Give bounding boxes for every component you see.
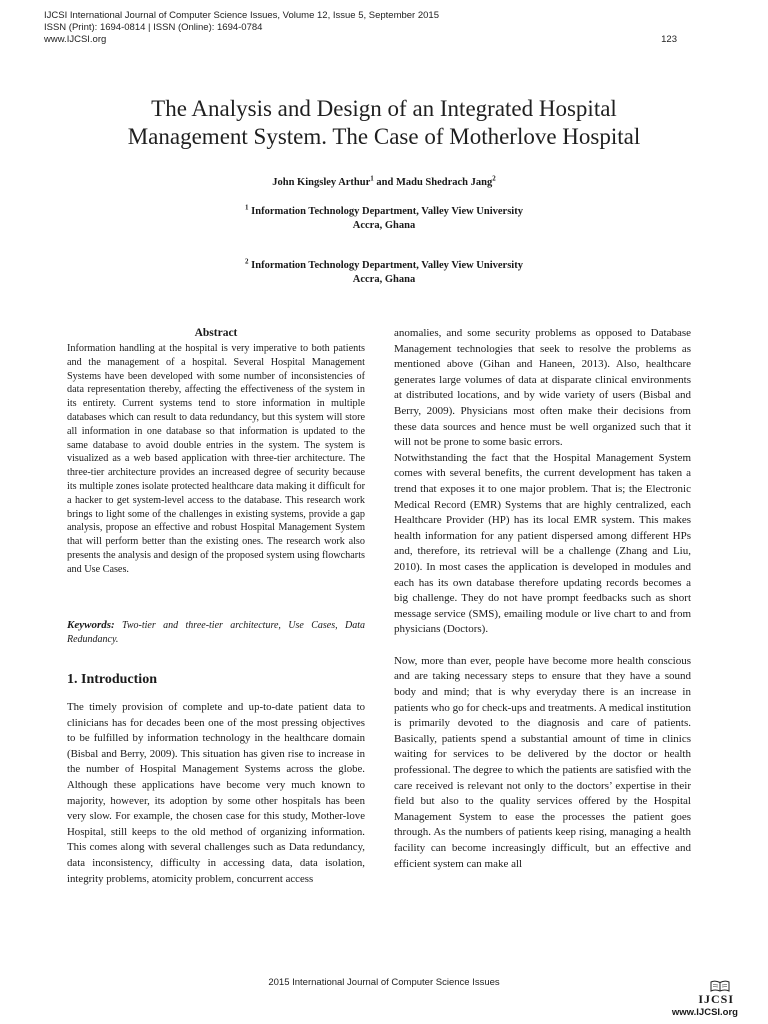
ijcsi-logo (672, 980, 738, 1018)
affiliation-1-mark: 1 (245, 203, 249, 212)
paragraph-gap (394, 638, 691, 654)
paper-title (40, 95, 728, 151)
affiliation-2-dept: Information Technology Department, Valley View University (248, 260, 523, 271)
logo-text: IJCSI (698, 992, 734, 1006)
right-para-2: Notwithstanding the fact that the Hospital Management System comes with several benefits, the current development has taken a trend that exposes it to one major problem. That is; the Electronic Medical Record (EMR) Systems that are highly centralized, each Healthcare Provider (HP) has its local EMR system. This makes health information for any patient dispersed among different HPs and, therefore, its retrieval will be a challenge (Zhang and Liu, 2010). In most cases the application is developed in modules and each has its own database therefore updating records becomes a big challenge. They do not have prompt feedbacks such as short message service (SMS), emailing module or live chart to and from physicians (Doctors). (394, 451, 691, 636)
author-2-affil-mark: 2 (492, 174, 496, 183)
introduction-body (67, 700, 365, 887)
page-number: 123 (661, 34, 677, 45)
author-1-affil-mark: 1 (370, 174, 374, 183)
paper-title-line2: Management System. The Case of Motherlove Hospital (127, 124, 641, 149)
affiliation-1 (40, 205, 728, 233)
abstract-text: Information handling at the hospital is very imperative to both patients and the management of a hospital. Several Hospital Management Systems have been developed with some number of inconsistencies of data representation thereby, affecting the effectiveness of the system in its entirety. Current systems tend to store information in multiple databases which can result to data redundancy, but this system will store all information in one database so that information is updated to the same database to avoid double entries in the system. The system is visualized as a web based application with three-tier architecture. The three-tier architecture provides an increased degree of security because its multiple zones isolate protected healthcare data making it difficult for a hacker to get system-level access to the database. This research work brings to light some of the challenges in existing systems, provide a gap analysis, propose an effective and robust Hospital Management System that will perform better than the existing ones. The research work also presents the analysis and design of the proposed system using flowcharts and Use Cases. (67, 343, 365, 575)
paper-title-line1: The Analysis and Design of an Integrated Hospital (151, 96, 617, 121)
affiliation-2-city: Accra, Ghana (352, 274, 416, 285)
author-1: John Kingsley Arthur (272, 177, 371, 188)
affiliation-1-city: Accra, Ghana (352, 220, 416, 231)
keywords-label: Keywords: (67, 619, 115, 631)
right-column (394, 326, 691, 872)
journal-citation: IJCSI International Journal of Computer Science Issues, Volume 12, Issue 5, September 2015 (44, 10, 439, 21)
journal-header (44, 10, 439, 46)
right-para-3: Now, more than ever, people have become more health conscious and are taking necessary steps to ensure that they have a sound body and mind; that is why everyday there is an increase in patients who go for check-ups and treatments. A medical institution is primarily devoted to the diagnosis and care of patients. Basically, patients spend a substantial amount of time in clinics waiting for services to be delivered by the doctor or health professional. The degree to which the patients are satisfied with the care received is relevant not only to the doctors’ expertise in their field but also to the quality services offered by the Hospital Management System to ease the processes the patient goes through. As the numbers of patients keep rising, managing a health facility can become increasingly difficult, but an effective and efficient system can make all (394, 654, 691, 870)
abstract-body (67, 342, 365, 577)
abstract-heading: Abstract (194, 327, 238, 339)
affiliation-2-mark: 2 (245, 257, 249, 266)
affiliation-1-dept: Information Technology Department, Valley View University (248, 206, 523, 217)
author-list (40, 174, 728, 188)
journal-issn: ISSN (Print): 1694-0814 | ISSN (Online): 1694-0784 (44, 22, 263, 33)
keywords-text: Two-tier and three-tier architecture, Use Cases, Data Redundancy. (67, 620, 368, 645)
introduction-heading: 1. Introduction (67, 672, 157, 687)
logo-url[interactable]: www.IJCSI.org (671, 1007, 738, 1018)
footer-copyright: 2015 International Journal of Computer Science Issues (268, 977, 500, 988)
introduction-text: The timely provision of complete and up-to-date patient data to clinicians has for decades been one of the most pressing objectives to be fulfilled by information technology in the healthcare domain (Bisbal and Berry, 2009). This situation has given rise to increase in the number of Hospital Management Systems across the globe. Although these applications have become very much known to majority, however, its adoption by some other hospitals has been very slow. For example, the chosen case for this study, Mother-love Hospital, still keeps to the old method of organizing information. This comes along with several challenges such as Data redundancy, data inconsistency, difficulty in accessing data, data isolation, integrity problems, atomicity problem, concurrent access (67, 701, 365, 885)
keywords (67, 618, 368, 647)
author-connector: and (373, 177, 396, 188)
journal-url: www.IJCSI.org (44, 34, 107, 45)
right-para-1: anomalies, and some security problems as opposed to Database Management technologies that seek to resolve the problems as mentioned above (Gihan and Haneen, 2013). Also, healthcare generates large volumes of data at disparate clinical environments at distributed locations, and by wide variety of users (Bisbal and Berry, 2009). Physicians most often make their decisions from these data sources and hence must be well organized such that it will not be prone to some basic errors. (394, 327, 691, 449)
affiliation-2 (40, 259, 728, 287)
author-2: Madu Shedrach Jang (395, 177, 493, 188)
open-book-icon (710, 980, 730, 992)
